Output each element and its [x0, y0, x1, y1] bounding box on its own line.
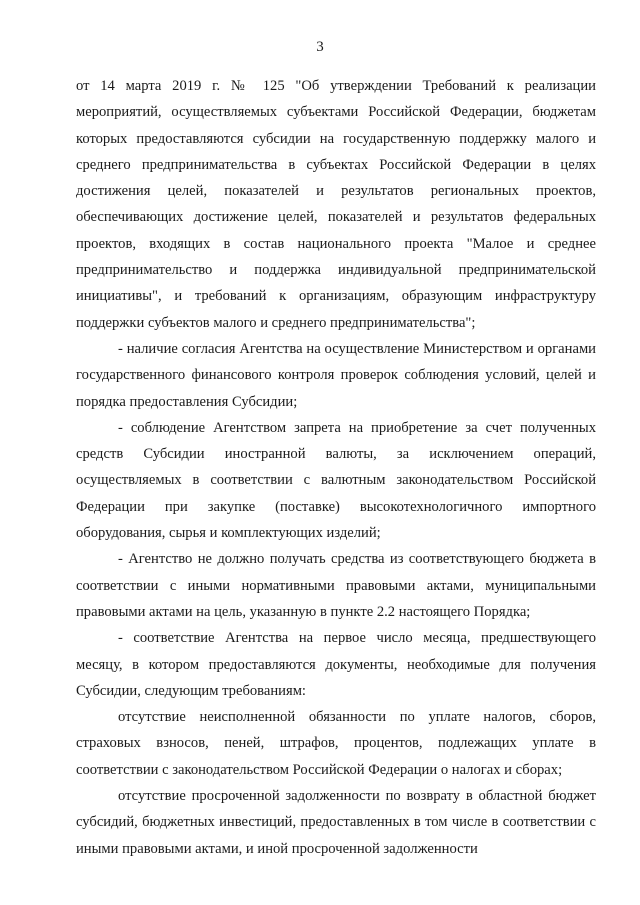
paragraph: - Агентство не должно получать средства из соответствующего бюджета в соответствии с иными нормативными правовыми актами, муниципальными правовыми актами на цель, указанную в пункте 2.2 настоящего Порядка; [76, 551, 596, 620]
paragraph: - наличие согласия Агентства на осуществление Министерством и органами государственного финансового контроля проверок соблюдения условий, целей и порядка предоставления Субсидии; [76, 340, 596, 410]
document-body [76, 73, 596, 862]
paragraph: - соответствие Агентства на первое число месяца, предшествующего месяцу, в котором предоставляются документы, необходимые для получения Субсидии, следующим требованиям: [76, 630, 596, 699]
paragraph: отсутствие просроченной задолженности по возврату в областной бюджет субсидий, бюджетных инвестиций, предоставленных в том числе в соответствии с иными правовыми актами, и иной просроченной задолженности [76, 788, 596, 857]
paragraph: от 14 марта 2019 г. № 125 "Об утверждении Требований к реализации мероприятий, осуществляемых субъектами Российской Федерации, бюджетам которых предоставляются субсидии на государственную поддержку малого и среднего предпринимательства в субъектах Российской Федерации в целях достижения целей, показателей и результатов региональных проектов, обеспечивающих достижение целей, показателей и результатов федеральных проектов, входящих в состав национального проекта "Малое и среднее предпринимательство и поддержка индивидуальной предпринимательской инициативы", и требований к организациям, образующим инфраструктуру поддержки субъектов малого и среднего предпринимательства"; [76, 78, 596, 331]
paragraph: отсутствие неисполненной обязанности по уплате налогов, сборов, страховых взносов, пеней, штрафов, процентов, подлежащих уплате в соответствии с законодательством Российской Федерации о налогах и сборах; [76, 709, 596, 778]
page-number: 3 [316, 39, 324, 55]
paragraph: - соблюдение Агентством запрета на приобретение за счет полученных средств Субсидии иностранной валюты, за исключением операций, осуществляемых в соответствии с валютным законодательством Российской Федерации при закупке (поставке) высокотехнологичного импортного оборудования, сырья и комплектующих изделий; [76, 419, 596, 542]
